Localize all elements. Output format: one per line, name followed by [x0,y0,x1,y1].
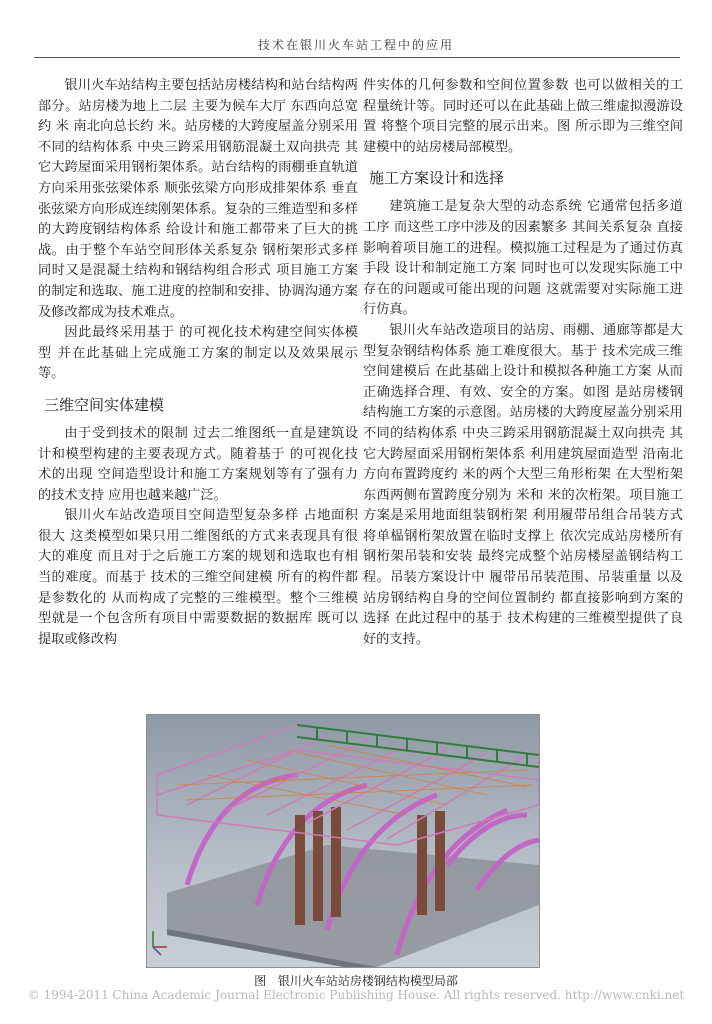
paragraph: 银川火车站改造项目的站房、雨棚、通廊等都是大型复杂钢结构体系 施工难度很大。基于 技术完成三维空间建模后 在此基础上设计和模拟各种施工方案 从而正确选择合理、有效、安全的方案。如图 是站房楼钢结构施工方案的示意图。站房楼的大跨度屋盖分别采用不同的结构体系 中央三跨采用钢筋混凝土双向拱壳 其它大跨屋面采用钢桁架体系 利用建筑屋面造型 沿南北方向布置跨度约 米的两个大型三角形桁架 在大型桁架东西两侧布置跨度分别为 米和 米的次桁架。项目施工方案是采用地面组装钢桁架 利用履带吊组合吊装方式将单榀钢桁架放置在临时支撑上 依次完成站房楼所有钢桁架吊装和安装 最终完成整个站房楼屋盖钢结构工程。吊装方案设计中 履带吊吊装范围、吊装重量 以及站房钢结构自身的空间位置制约 都直接影响到方案的选择 在此过程中的基于 技术构建的三维模型提供了良好的支持。 [363,322,683,647]
axis-gizmo-icon [153,931,167,955]
header-rule [34,57,680,58]
paragraph: 由于受到技术的限制 过去二维图纸一直是建筑设计和模型构建的主要表现方式。随着基于 的可视化技术的出现 空间造型设计和施工方案规划等有了强有力的技术支持 应用也越来越广泛。 [38,425,358,503]
left-column [38,76,358,650]
paragraph: 银川火车站结构主要包括站房楼结构和站台结构两部分。站房楼为地上二层 主要为候车大厅 东西向总宽约 米 南北向总长约 米。站房楼的大跨度屋盖分别采用不同的结构体系 中央三跨采用钢筋混凝土双向拱壳 其它大跨屋面采用钢桁架体系。站台结构的雨棚垂直轨道方向采用张弦梁体系 顺张弦梁方向形成排架体系 垂直张弦梁方向形成连续刚架体系。复杂的三维造型和多样的大跨度钢结构体系 给设计和施工都带来了巨大的挑战。由于整个车站空间形体关系复杂 钢桁架形式多样 同时又是混凝土结构和钢结构组合形式 项目施工方案的制定和选取、施工进度的控制和安排、协调沟通方案及修改都成为技术难点。 [38,78,358,320]
section-heading: 施工方案设计和选择 [369,169,505,188]
copyright-watermark: © 1994-2011 China Academic Journal Electronic Publishing House. All rights reserved. http://www.cnki.net [27,988,685,1002]
caption-text: 银川火车站站房楼钢结构模型局部 [277,974,458,988]
structure-model-render [147,715,539,967]
running-header: 技术在银川火车站工程中的应用 [257,38,454,52]
section-heading: 三维空间实体建模 [44,395,165,414]
figure-caption [0,972,712,989]
station-steel-structure-model-figure [146,714,540,968]
paragraph: 件实体的几何参数和空间位置参数 也可以做相关的工程量统计等。同时还可以在此基础上做三维虚拟漫游设置 将整个项目完整的展示出来。图 所示即为三维空间建模中的站房楼局部模型。 [363,78,683,155]
paragraph: 银川火车站改造项目空间造型复杂多样 占地面积很大 这类模型如果只用二维图纸的方式来表现具有很大的难度 而且对于之后施工方案的规划和选取也有相当的难度。而基于 技术的三维空间建模 所有的构件都是参数化的 从而构成了完整的三维模型。整个三维模型就是一个包含所有项目中需要数据的数据库 既可以提取或修改构 [38,508,358,647]
caption-label: 图 [254,974,267,988]
paragraph: 建筑施工是复杂大型的动态系统 它通常包括多道工序 而这些工序中涉及的因素繁多 其间关系复杂 直接影响着项目施工的进程。模拟施工过程是为了通过仿真手段 设计和制定施工方案 同时也可以发现实际施工中存在的问题或可能出现的问题 这就需要对实际施工进行仿真。 [363,199,683,318]
right-column [363,76,683,650]
paragraph: 因此最终采用基于 的可视化技术构建空间实体模型 并在此基础上完成施工方案的制定以及效果展示等。 [38,325,358,382]
